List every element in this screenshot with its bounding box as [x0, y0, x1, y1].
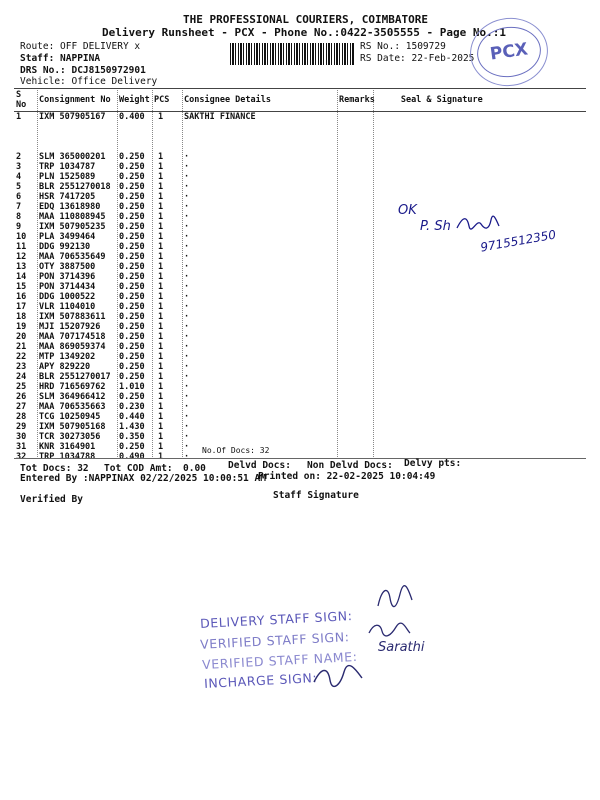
- row-sno: 18: [16, 312, 27, 322]
- verified-staff-name-sig: Sarathi: [378, 640, 425, 655]
- row-pcs: 1: [158, 372, 164, 382]
- row-consignment: PON 3714396: [39, 272, 96, 282]
- row-seal: [377, 372, 586, 382]
- row-pcs: 1: [158, 242, 164, 252]
- row-consignment: OTY 3887500: [39, 262, 96, 272]
- row-consignment: TRP 1034787: [39, 162, 96, 172]
- row-weight: 0.250: [119, 302, 145, 312]
- row-pcs: 1: [158, 222, 164, 232]
- row-remarks: [337, 412, 377, 422]
- row-consignment: TCR 30273056: [39, 432, 101, 442]
- row-sno: 14: [16, 272, 27, 282]
- row-pcs: 1: [158, 252, 164, 262]
- row-consignee: ·: [184, 162, 190, 172]
- col-consignment: Consignment No: [37, 89, 117, 112]
- row-seal: [377, 322, 586, 332]
- row-sno: 13: [16, 262, 27, 272]
- row-weight: 0.490: [119, 452, 145, 462]
- col-pcs: PCS: [152, 89, 182, 112]
- row-pcs: 1: [158, 172, 164, 182]
- row-pcs: 1: [158, 182, 164, 192]
- row-pcs: 1: [158, 282, 164, 292]
- runsheet-table: [14, 88, 586, 462]
- row-seal: [377, 412, 586, 422]
- row-consignee: ·: [184, 152, 190, 162]
- row-pcs: 1: [158, 322, 164, 332]
- table-row: [14, 332, 586, 342]
- table-row: [14, 252, 586, 262]
- row-pcs: 1: [158, 332, 164, 342]
- cod-value: 0.00: [183, 463, 206, 474]
- table-row: [14, 262, 586, 272]
- row-consignee: ·: [184, 392, 190, 402]
- verified-by: Verified By: [20, 494, 83, 505]
- col-consignee: Consignee Details: [182, 89, 337, 112]
- stamp-verified-staff-sign: VERIFIED STAFF SIGN:: [199, 629, 350, 652]
- row-consignment: HSR 7417205: [39, 192, 96, 202]
- row-consignment: APY 829220: [39, 362, 91, 372]
- row-seal: [377, 162, 586, 172]
- row-sno: 11: [16, 242, 27, 252]
- row-remarks: [337, 232, 377, 242]
- row-weight: 0.440: [119, 412, 145, 422]
- row-sno: 1: [16, 112, 22, 122]
- row-remarks: [337, 192, 377, 202]
- row-seal: [377, 302, 586, 312]
- row-weight: 0.230: [119, 402, 145, 412]
- stamp-incharge-sign: INCHARGE SIGN:: [203, 670, 318, 691]
- table-row: [14, 312, 586, 322]
- row-consignee: ·: [184, 182, 190, 192]
- row-weight: 0.250: [119, 362, 145, 372]
- row-pcs: 1: [158, 152, 164, 162]
- row-weight: 0.250: [119, 202, 145, 212]
- staff-signature: Staff Signature: [273, 490, 359, 501]
- row-consignment: DDG 992130: [39, 242, 91, 252]
- row-consignment: BLR 2551270018: [39, 182, 111, 192]
- row-remarks: [337, 432, 377, 442]
- row-consignment: SLM 365000201: [39, 152, 106, 162]
- row-seal: [377, 192, 586, 202]
- row-consignee: ·: [184, 262, 190, 272]
- entered-by: Entered By :NAPPINAX 02/22/2025 10:00:51 AM: [20, 473, 266, 484]
- row-seal: [377, 262, 586, 272]
- table-row: [14, 222, 586, 232]
- row-consignment: HRD 716569762: [39, 382, 106, 392]
- row-seal: [377, 292, 586, 302]
- route-label: Route: OFF DELIVERY x: [20, 41, 141, 52]
- row-consignee: ·: [184, 402, 190, 412]
- row-sno: 30: [16, 432, 27, 442]
- delivery-staff-signature: [372, 584, 416, 614]
- row-sno: 24: [16, 372, 27, 382]
- row-consignment: MAA 706535649: [39, 252, 106, 262]
- row-pcs: 1: [158, 262, 164, 272]
- row-consignment: IXM 507905167: [39, 112, 106, 122]
- row-consignee: ·: [184, 202, 190, 212]
- pcx-stamp: PCX: [474, 23, 544, 81]
- row-sno: 28: [16, 412, 27, 422]
- row-sno: 26: [16, 392, 27, 402]
- row-pcs: 1: [158, 342, 164, 352]
- row-consignee: ·: [184, 312, 190, 322]
- row-consignment: KNR 3164901: [39, 442, 96, 452]
- row-consignment: EDQ 13618980: [39, 202, 101, 212]
- table-row: [14, 322, 586, 332]
- row-weight: 0.250: [119, 352, 145, 362]
- row-weight: 1.430: [119, 422, 145, 432]
- row-pcs: 1: [158, 272, 164, 282]
- row-consignee: ·: [184, 452, 190, 462]
- no-of-docs: No.Of Docs: 32: [202, 446, 270, 455]
- row-seal: [377, 362, 586, 372]
- col-remarks: Remarks: [337, 89, 377, 112]
- row-pcs: 1: [158, 202, 164, 212]
- row-consignment: IXM 507905235: [39, 222, 106, 232]
- row-weight: 0.250: [119, 252, 145, 262]
- row-seal: [377, 382, 586, 392]
- row-weight: 0.250: [119, 162, 145, 172]
- row-remarks: [337, 282, 377, 292]
- row-sno: 22: [16, 352, 27, 362]
- vehicle-label: Vehicle: Office Delivery: [20, 76, 158, 87]
- row-weight: 0.250: [119, 312, 145, 322]
- row-sno: 16: [16, 292, 27, 302]
- table-row: [14, 422, 586, 432]
- row-seal: [377, 152, 586, 162]
- row-remarks: [337, 392, 377, 402]
- row-sno: 2: [16, 152, 22, 162]
- row-sno: 15: [16, 282, 27, 292]
- row-weight: 0.250: [119, 292, 145, 302]
- row-remarks: [337, 292, 377, 302]
- row-weight: 0.250: [119, 392, 145, 402]
- row-seal: [377, 422, 586, 432]
- row-consignment: BLR 2551270017: [39, 372, 111, 382]
- row-seal: [377, 442, 586, 452]
- row-sno: 4: [16, 172, 22, 182]
- row-consignee: ·: [184, 292, 190, 302]
- row-pcs: 1: [158, 422, 164, 432]
- row-remarks: [337, 272, 377, 282]
- row-consignment: PON 3714434: [39, 282, 96, 292]
- row-weight: 0.250: [119, 212, 145, 222]
- table-row: [14, 372, 586, 382]
- row-consignee: ·: [184, 362, 190, 372]
- row-weight: 0.400: [119, 112, 145, 122]
- row-consignee: ·: [184, 372, 190, 382]
- row-pcs: 1: [158, 402, 164, 412]
- row-seal: [377, 392, 586, 402]
- row-remarks: [337, 362, 377, 372]
- table-row: [14, 412, 586, 422]
- table-row: [14, 452, 586, 462]
- runsheet-title: Delivery Runsheet - PCX - Phone No.:0422-3505555 - Page No.:1: [102, 26, 506, 39]
- row-seal: [377, 402, 586, 412]
- stamp-delivery-staff: DELIVERY STAFF SIGN:: [199, 608, 353, 631]
- row-consignee: ·: [184, 412, 190, 422]
- row-weight: 0.250: [119, 242, 145, 252]
- tot-docs: Tot Docs: 32: [20, 463, 89, 474]
- row-sno: 19: [16, 322, 27, 332]
- row-consignment: MTP 1349202: [39, 352, 96, 362]
- row-seal: [377, 352, 586, 362]
- row-seal: [377, 332, 586, 342]
- row-pcs: 1: [158, 312, 164, 322]
- table-row: [14, 152, 586, 162]
- row-seal: [377, 312, 586, 322]
- row-pcs: 1: [158, 432, 164, 442]
- row-seal: [377, 272, 586, 282]
- row-sno: 27: [16, 402, 27, 412]
- row-pcs: 1: [158, 442, 164, 452]
- row-remarks: [337, 372, 377, 382]
- table-row: [14, 162, 586, 172]
- row-sno: 6: [16, 192, 22, 202]
- table-row: [14, 212, 586, 222]
- incharge-signature: [310, 664, 366, 690]
- row-weight: 0.250: [119, 152, 145, 162]
- row-pcs: 1: [158, 212, 164, 222]
- table-row: [14, 302, 586, 312]
- row-remarks: [337, 302, 377, 312]
- row-remarks: [337, 252, 377, 262]
- table-row: [14, 112, 586, 153]
- row-seal: [377, 432, 586, 442]
- row-consignee: ·: [184, 342, 190, 352]
- row-consignee: ·: [184, 382, 190, 392]
- company-title: THE PROFESSIONAL COURIERS, COIMBATORE: [183, 13, 429, 26]
- row-consignment: IXM 507883611: [39, 312, 106, 322]
- verified-staff-signature: [366, 619, 412, 641]
- row-consignment: IXM 507905168: [39, 422, 106, 432]
- row-consignee: ·: [184, 272, 190, 282]
- table-row: [14, 182, 586, 192]
- row-sno: 21: [16, 342, 27, 352]
- row-remarks: [337, 402, 377, 412]
- row-weight: 0.250: [119, 322, 145, 332]
- row-consignment: DDG 1000522: [39, 292, 96, 302]
- row-remarks: [337, 172, 377, 182]
- table-row: [14, 392, 586, 402]
- row-sno: 9: [16, 222, 22, 232]
- row-pcs: 1: [158, 232, 164, 242]
- row-pcs: 1: [158, 452, 164, 462]
- row-weight: 0.250: [119, 442, 145, 452]
- row-sno: 31: [16, 442, 27, 452]
- row-remarks: [337, 202, 377, 212]
- row-consignee: ·: [184, 352, 190, 362]
- row-seal: [377, 172, 586, 182]
- row-consignee: ·: [184, 212, 190, 222]
- row-weight: 0.250: [119, 172, 145, 182]
- row-sno: 5: [16, 182, 22, 192]
- row-weight: 0.250: [119, 232, 145, 242]
- row-remarks: [337, 162, 377, 172]
- table-row: [14, 342, 586, 352]
- table-row: [14, 362, 586, 372]
- row-consignment: MAA 707174518: [39, 332, 106, 342]
- row-consignee: ·: [184, 222, 190, 232]
- row-remarks: [337, 182, 377, 192]
- row-sno: 10: [16, 232, 27, 242]
- barcode: [230, 43, 354, 65]
- row-remarks: [337, 212, 377, 222]
- table-row: [14, 172, 586, 182]
- row-consignee: ·: [184, 432, 190, 442]
- row-remarks: [337, 422, 377, 432]
- row-pcs: 1: [158, 382, 164, 392]
- row-consignee: SAKTHI FINANCE: [184, 112, 256, 122]
- row-weight: 0.250: [119, 192, 145, 202]
- row-remarks: [337, 382, 377, 392]
- row-remarks: [337, 442, 377, 452]
- row-seal: [377, 342, 586, 352]
- row-consignment: MAA 869059374: [39, 342, 106, 352]
- row-weight: 0.250: [119, 332, 145, 342]
- table-row: [14, 382, 586, 392]
- table-row: [14, 432, 586, 442]
- row-weight: 1.010: [119, 382, 145, 392]
- row-consignee: ·: [184, 422, 190, 432]
- row-consignment: PLN 1525089: [39, 172, 96, 182]
- row-consignment: MAA 110808945: [39, 212, 106, 222]
- row-consignee: ·: [184, 332, 190, 342]
- row-consignee: ·: [184, 172, 190, 182]
- row-seal: [377, 182, 586, 192]
- row-pcs: 1: [158, 412, 164, 422]
- row-consignee: ·: [184, 242, 190, 252]
- row-sno: 29: [16, 422, 27, 432]
- row-consignee: ·: [184, 282, 190, 292]
- table-row: [14, 442, 586, 452]
- row-remarks: [337, 152, 377, 162]
- non-delvd-docs: Non Delvd Docs:: [307, 460, 393, 471]
- row-seal: [377, 282, 586, 292]
- row-pcs: 1: [158, 362, 164, 372]
- row-consignee: ·: [184, 232, 190, 242]
- row-sno: 17: [16, 302, 27, 312]
- row-pcs: 1: [158, 192, 164, 202]
- delvd-docs: Delvd Docs:: [228, 460, 291, 471]
- col-weight: Weight: [117, 89, 152, 112]
- row-consignee: ·: [184, 252, 190, 262]
- row-remarks: [337, 312, 377, 322]
- row-consignee: ·: [184, 322, 190, 332]
- row-remarks: [337, 352, 377, 362]
- row-consignee: ·: [184, 442, 190, 452]
- table-row: [14, 192, 586, 202]
- row-sno: 12: [16, 252, 27, 262]
- table-row: [14, 402, 586, 412]
- printed-on: Printed on: 22-02-2025 10:04:49: [258, 471, 436, 482]
- table-row: [14, 282, 586, 292]
- row-sno: 7: [16, 202, 22, 212]
- row-consignment: MJI 15207926: [39, 322, 101, 332]
- row-consignment: TRP 1034788: [39, 452, 96, 462]
- row-weight: 0.250: [119, 342, 145, 352]
- row-consignee: ·: [184, 192, 190, 202]
- row-remarks: [337, 262, 377, 272]
- row-consignment: VLR 1104010: [39, 302, 96, 312]
- row-weight: 0.250: [119, 272, 145, 282]
- row-consignment: TCG 10250945: [39, 412, 101, 422]
- row-sno: 20: [16, 332, 27, 342]
- row-weight: 0.250: [119, 222, 145, 232]
- row-weight: 0.250: [119, 262, 145, 272]
- drs-label: DRS No.: DCJ8150972901: [20, 65, 146, 76]
- row-weight: 0.350: [119, 432, 145, 442]
- row-sno: 32: [16, 452, 27, 462]
- row-pcs: 1: [158, 292, 164, 302]
- row-consignee: ·: [184, 302, 190, 312]
- row-weight: 0.250: [119, 182, 145, 192]
- row-sno: 3: [16, 162, 22, 172]
- row-sno: 23: [16, 362, 27, 372]
- row-sno: 8: [16, 212, 22, 222]
- handwritten-ok: OK: [398, 203, 417, 218]
- row-pcs: 1: [158, 112, 164, 122]
- col-sno: S No: [14, 89, 37, 112]
- row-sno: 25: [16, 382, 27, 392]
- tot-cod: Tot COD Amt:: [104, 463, 173, 474]
- table-row: [14, 202, 586, 212]
- row-remarks: [337, 342, 377, 352]
- col-seal: Seal & Signature: [377, 89, 586, 112]
- row-consignment: MAA 706535663: [39, 402, 106, 412]
- delvy-pts: Delvy pts:: [404, 458, 462, 469]
- row-pcs: 1: [158, 302, 164, 312]
- row-remarks: [337, 242, 377, 252]
- handwritten-name: P. Sh: [420, 219, 451, 234]
- table-row: [14, 292, 586, 302]
- handwritten-phone: 9715512350: [479, 227, 557, 255]
- row-pcs: 1: [158, 352, 164, 362]
- stamp-verified-staff-name: VERIFIED STAFF NAME:: [201, 648, 358, 673]
- row-remarks: [337, 322, 377, 332]
- rs-no-label: RS No.: 1509729: [360, 41, 446, 52]
- row-weight: 0.250: [119, 282, 145, 292]
- row-consignment: SLM 364966412: [39, 392, 106, 402]
- rs-date-label: RS Date: 22-Feb-2025: [360, 53, 475, 64]
- handwritten-signature-scribble: [455, 214, 500, 234]
- row-pcs: 1: [158, 162, 164, 172]
- row-pcs: 1: [158, 392, 164, 402]
- row-remarks: [337, 332, 377, 342]
- table-row: [14, 352, 586, 362]
- row-remarks: [337, 222, 377, 232]
- table-row: [14, 272, 586, 282]
- row-consignment: PLA 3499464: [39, 232, 96, 242]
- staff-label: Staff: NAPPINA: [20, 53, 101, 64]
- row-weight: 0.250: [119, 372, 145, 382]
